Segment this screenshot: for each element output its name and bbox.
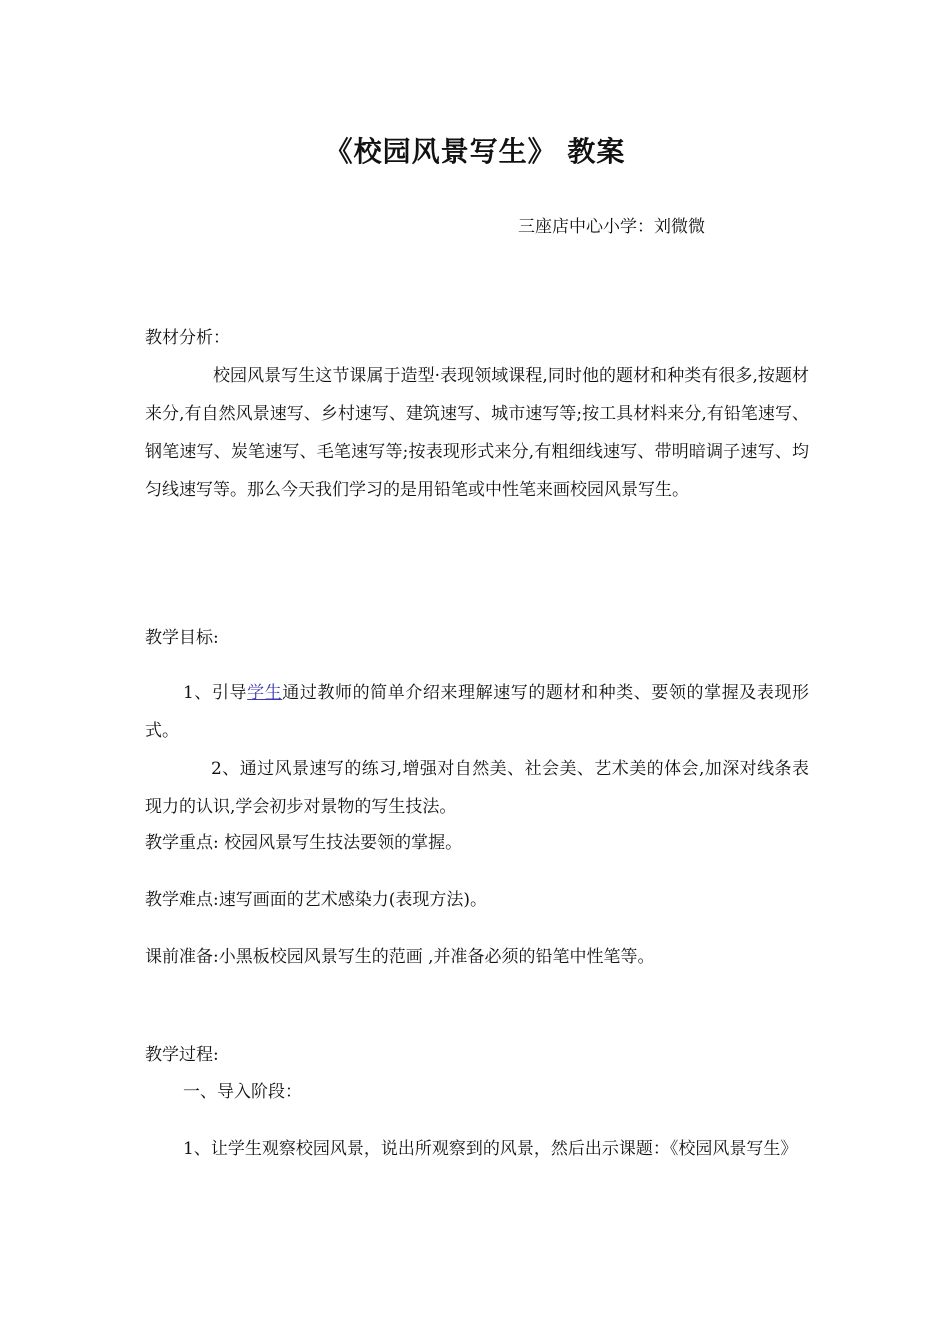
goal-1	[145, 674, 809, 750]
document-title: 《校园风景写生》 教案	[324, 135, 626, 168]
stage-1-heading: 一、导入阶段：	[183, 1082, 302, 1102]
goal-1-link[interactable]: 学生	[247, 683, 283, 703]
process-heading: 教学过程:	[145, 1045, 219, 1065]
analysis-heading: 教材分析：	[145, 328, 230, 348]
difficulty: 教学难点:速写画面的艺术感染力(表现方法)。	[145, 890, 487, 910]
analysis-paragraph: 校园风景写生这节课属于造型·表现领域课程,同时他的题材和种类有很多,按题材来分,有自然风景速写、乡村速写、建筑速写、城市速写等;按工具材料来分,有铅笔速写、钢笔速写、炭笔速写、毛笔速写等;按表现形式来分,有粗细线速写、带明暗调子速写、均匀线速写等。那么今天我们学习的是用铅笔或中性笔来画校园风景写生。	[145, 366, 809, 500]
key-point: 教学重点: 校园风景写生技法要领的掌握。	[145, 833, 463, 853]
goal-1-rest: 通过教师的简单介绍来理解速写的题材和种类、要领的掌握及表现形式。	[145, 683, 809, 741]
author-line: 三座店中心小学：刘微微	[518, 217, 705, 237]
goals-heading: 教学目标:	[145, 628, 219, 648]
goal-1-prefix: 1、引导	[183, 683, 248, 703]
goal-2: 2、通过风景速写的练习,增强对自然美、社会美、艺术美的体会,加深对线条表现力的认识,学会初步对景物的写生技法。	[145, 759, 809, 817]
step-1: 1、让学生观察校园风景，说出所观察到的风景，然后出示课题：《校园风景写生》	[183, 1139, 798, 1159]
preparation: 课前准备:小黑板校园风景写生的范画 ,并准备必须的铅笔中性笔等。	[145, 947, 655, 967]
